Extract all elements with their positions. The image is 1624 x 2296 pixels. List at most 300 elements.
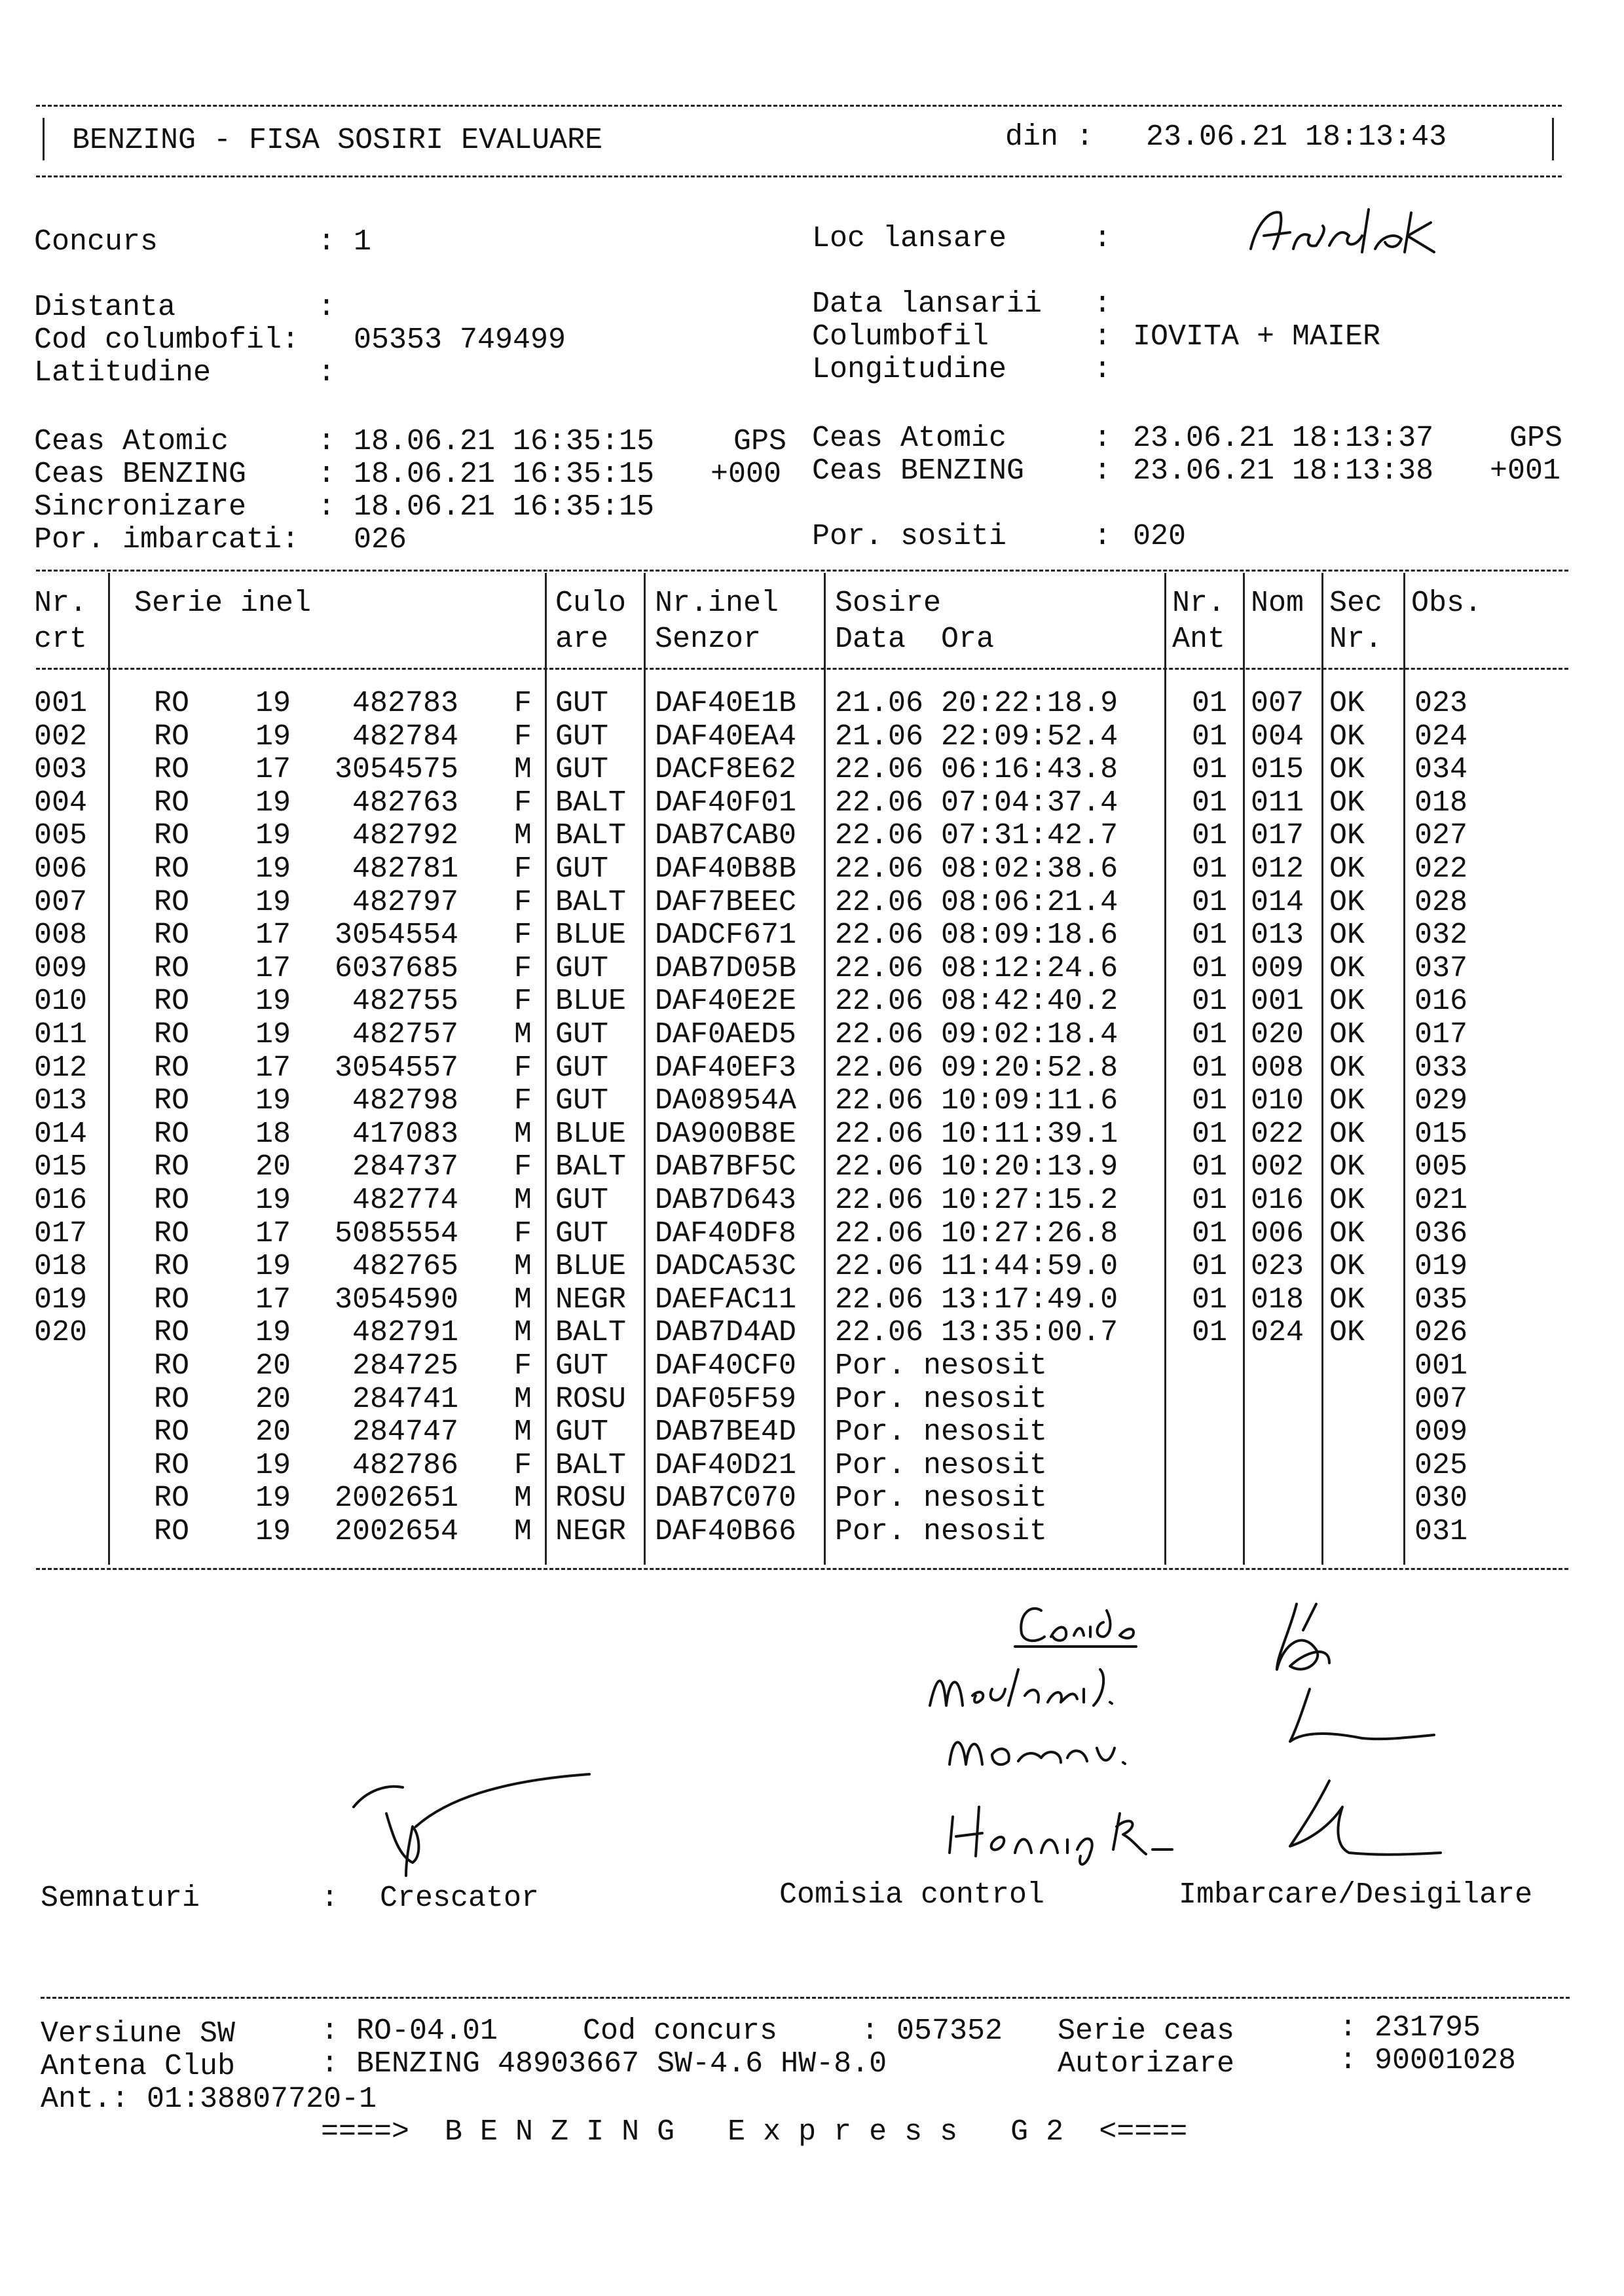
cell-nom: 016 [1251,1184,1304,1217]
cell-culoare: GUT [555,1415,609,1449]
cell-culoare: GUT [555,1184,609,1217]
cell-obs: 032 [1414,919,1468,953]
cell-sec: OK [1329,1018,1365,1051]
cell-nr: 011 [34,1018,88,1051]
cell-senzor: DAF40CF0 [655,1349,797,1383]
cell-ant: 01 [1192,919,1228,953]
cell-nom: 008 [1251,1051,1304,1085]
cell-culoare: NEGR [555,1283,627,1317]
cell-sec: OK [1329,1051,1365,1085]
concurs-label: Concurs [34,225,158,259]
cell-tara: RO [154,819,190,853]
loc-lansare-label: Loc lansare [812,222,1007,255]
header-serie-inel: Serie inel [134,587,312,620]
cell-sec: OK [1329,852,1365,886]
cell-ant: 01 [1192,951,1228,985]
cell-senzor: DAB7D643 [655,1184,797,1217]
cell-ant: 01 [1192,819,1228,853]
din-label: din : [1005,120,1094,154]
crescator-signature [341,1735,616,1886]
cell-sosire: 22.06 06:16:43.8 [835,753,1118,787]
cell-inel: 3054590 [334,1283,458,1317]
cell-senzor: DAF40EA4 [655,720,797,754]
cell-sec: OK [1329,1084,1365,1118]
cell-sosire: 21.06 22:09:52.4 [835,720,1118,754]
cell-sosire: 22.06 10:20:13.9 [835,1150,1118,1184]
cell-tara: RO [154,786,190,820]
header-senzor: Senzor [655,623,762,656]
cell-culoare: BALT [555,819,627,853]
versiune-value: : RO-04.01 [321,2014,498,2048]
cell-an: 19 [255,720,291,754]
latitudine-colon: : [318,356,336,390]
cell-inel: 482755 [352,985,458,1019]
cell-inel: 482791 [352,1316,458,1350]
cell-tara: RO [154,1018,190,1051]
comisia-control-label: Comisia control [779,1878,1045,1912]
cell-tara: RO [154,1117,190,1151]
cell-senzor: DAF40F01 [655,786,797,820]
cell-tara: RO [154,1349,190,1383]
col-divider [1164,573,1166,1565]
cell-sosire: 22.06 09:02:18.4 [835,1018,1118,1051]
cell-nom: 017 [1251,819,1304,853]
cell-culoare: BALT [555,1316,627,1350]
cell-nom: 018 [1251,1283,1304,1317]
cell-culoare: NEGR [555,1515,627,1548]
cell-sosire: 22.06 13:17:49.0 [835,1283,1118,1317]
cell-senzor: DA08954A [655,1084,797,1118]
cell-nr: 004 [34,786,88,820]
cell-tara: RO [154,885,190,919]
cell-sosire: 22.06 10:09:11.6 [835,1084,1118,1118]
cell-senzor: DADCA53C [655,1250,797,1284]
cell-sex: F [514,985,532,1019]
concurs-value: 1 [354,225,372,259]
cell-sosire: 22.06 08:09:18.6 [835,919,1118,953]
antena-club-value: : BENZING 48903667 SW-4.6 HW-8.0 [321,2047,887,2081]
crescator-label: Crescator [380,1882,540,1915]
cell-inel: 482774 [352,1184,458,1217]
cell-senzor: DAB7BF5C [655,1150,797,1184]
cell-nr: 007 [34,885,88,919]
cell-inel: 417083 [352,1117,458,1151]
col-divider [1403,573,1405,1565]
cell-sosire: 22.06 11:44:59.0 [835,1250,1118,1284]
antena-line: Ant.: 01:38807720-1 [41,2083,377,2116]
cell-inel: 5085554 [334,1216,458,1250]
cell-an: 19 [255,819,291,853]
table-top-border [36,570,1568,572]
cell-tara: RO [154,1448,190,1482]
cell-inel: 482763 [352,786,458,820]
cell-obs: 024 [1414,720,1468,754]
cell-sex: F [514,786,532,820]
ceas-atomic-right-colon: : [1094,422,1112,455]
cell-nom: 001 [1251,985,1304,1019]
cell-culoare: GUT [555,1216,609,1250]
cell-obs: 025 [1414,1448,1468,1482]
cell-ant: 01 [1192,1184,1228,1217]
cell-sosire: 22.06 08:12:24.6 [835,951,1118,985]
cell-senzor: DAF7BEEC [655,885,797,919]
cell-an: 19 [255,1482,291,1516]
cell-culoare: BLUE [555,1250,627,1284]
cell-sex: M [514,1415,532,1449]
cell-an: 19 [255,1018,291,1051]
cell-sec: OK [1329,1283,1365,1317]
header-crt: crt [34,623,88,656]
cell-sex: F [514,885,532,919]
columbofil-colon: : [1094,320,1112,354]
cell-ant: 01 [1192,753,1228,787]
ceas-atomic-colon: : [318,425,336,458]
cell-senzor: DAB7C070 [655,1482,797,1516]
cell-an: 18 [255,1117,291,1151]
cell-senzor: DAEFAC11 [655,1283,797,1317]
cell-sosire: 22.06 08:02:38.6 [835,852,1118,886]
sositi-label: Por. sositi [812,520,1007,553]
cell-inel: 482792 [352,819,458,853]
header-sosire: Sosire [835,587,942,620]
cell-sec: OK [1329,985,1365,1019]
cell-obs: 028 [1414,885,1468,919]
cell-sosire: Por. nesosit [835,1482,1048,1516]
cell-senzor: DAF40E2E [655,985,797,1019]
cell-an: 17 [255,919,291,953]
cell-nr: 002 [34,720,88,754]
cell-senzor: DAB7D4AD [655,1316,797,1350]
cell-tara: RO [154,1283,190,1317]
header-right-border [1552,118,1554,160]
cell-sosire: Por. nesosit [835,1415,1048,1449]
cell-sosire: 21.06 20:22:18.9 [835,687,1118,720]
cell-culoare: GUT [555,720,609,754]
cell-culoare: GUT [555,1084,609,1118]
cell-sec: OK [1329,1216,1365,1250]
cell-an: 17 [255,951,291,985]
cell-sosire: 22.06 10:27:15.2 [835,1184,1118,1217]
cell-obs: 018 [1414,786,1468,820]
cell-inel: 3054575 [334,753,458,787]
cell-obs: 033 [1414,1051,1468,1085]
cell-nr: 005 [34,819,88,853]
columbofil-label: Columbofil [812,320,989,354]
cell-sec: OK [1329,1250,1365,1284]
cell-an: 19 [255,1184,291,1217]
cell-ant: 01 [1192,1117,1228,1151]
cell-sec: OK [1329,919,1365,953]
cell-sex: F [514,1150,532,1184]
cell-sex: M [514,1018,532,1051]
longitudine-label: Longitudine [812,353,1007,386]
sositi-value: 020 [1133,520,1187,553]
cell-nr: 009 [34,951,88,985]
header-sec-nr: Nr. [1329,623,1383,656]
cell-nom: 015 [1251,753,1304,787]
cell-senzor: DAB7D05B [655,951,797,985]
cell-sec: OK [1329,786,1365,820]
concurs-colon: : [318,225,354,259]
cell-senzor: DAF40E1B [655,687,797,720]
cell-an: 19 [255,1250,291,1284]
distanta-label: Distanta [34,291,176,324]
cod-concurs-value: : 057352 [861,2014,1003,2048]
cell-nr: 010 [34,985,88,1019]
cell-inel: 482757 [352,1018,458,1051]
header-sec: Sec [1329,587,1383,620]
cell-senzor: DACF8E62 [655,753,797,787]
cell-culoare: GUT [555,687,609,720]
data-lansarii-colon: : [1094,287,1112,321]
cell-inel: 482765 [352,1250,458,1284]
cell-an: 20 [255,1349,291,1383]
header-nr-ant: Nr. [1172,587,1226,620]
cell-senzor: DAB7CAB0 [655,819,797,853]
header-bottom-border [36,175,1562,177]
cell-inel: 284741 [352,1382,458,1416]
header-nr: Nr. [34,587,88,620]
cell-nom: 011 [1251,786,1304,820]
ceas-benzing-left-suffix: +000 [710,458,782,491]
cell-obs: 036 [1414,1216,1468,1250]
cell-sosire: 22.06 08:06:21.4 [835,885,1118,919]
cell-an: 19 [255,786,291,820]
cell-nom: 009 [1251,951,1304,985]
cell-ant: 01 [1192,885,1228,919]
cell-obs: 019 [1414,1250,1468,1284]
cell-senzor: DAF40DF8 [655,1216,797,1250]
cell-ant: 01 [1192,1250,1228,1284]
cell-nom: 014 [1251,885,1304,919]
cell-inel: 482784 [352,720,458,754]
header-culo: Culo [555,587,627,620]
cell-an: 17 [255,1216,291,1250]
din-value: 23.06.21 18:13:43 [1146,120,1447,154]
cell-sex: F [514,1349,532,1383]
cell-nr: 020 [34,1316,88,1350]
footer-divider [41,1997,1570,1999]
cell-sex: M [514,1382,532,1416]
cell-sec: OK [1329,720,1365,754]
cell-senzor: DAF40D21 [655,1448,797,1482]
cell-nr: 013 [34,1084,88,1118]
cell-nom: 020 [1251,1018,1304,1051]
cell-inel: 482798 [352,1084,458,1118]
sincronizare-value: 18.06.21 16:35:15 [354,490,655,524]
cell-sec: OK [1329,1150,1365,1184]
cell-nr: 003 [34,753,88,787]
cell-ant: 01 [1192,852,1228,886]
cell-sec: OK [1329,885,1365,919]
serie-ceas-value: : 231795 [1339,2011,1481,2045]
cell-tara: RO [154,1250,190,1284]
cell-sosire: 22.06 09:20:52.8 [835,1051,1118,1085]
cell-sosire: Por. nesosit [835,1349,1048,1383]
cell-nom: 023 [1251,1250,1304,1284]
cell-obs: 026 [1414,1316,1468,1350]
cell-tara: RO [154,1184,190,1217]
col-divider [644,573,646,1565]
loc-lansare-handwritten [1244,196,1441,268]
cell-nr: 012 [34,1051,88,1085]
cell-tara: RO [154,1515,190,1548]
cell-tara: RO [154,1316,190,1350]
cell-nr: 016 [34,1184,88,1217]
cell-ant: 01 [1192,687,1228,720]
col-divider [824,573,826,1565]
cell-culoare: GUT [555,1018,609,1051]
col-divider [1321,573,1323,1565]
autorizare-label: Autorizare [1058,2047,1235,2081]
cell-nr: 006 [34,852,88,886]
cell-nr: 001 [34,687,88,720]
columbofil-value: IOVITA + MAIER [1133,320,1381,354]
col-divider [108,573,110,1565]
cell-sex: F [514,1216,532,1250]
cell-sec: OK [1329,1316,1365,1350]
cell-sosire: Por. nesosit [835,1515,1048,1548]
cell-obs: 007 [1414,1382,1468,1416]
cell-nr: 018 [34,1250,88,1284]
cell-inel: 284725 [352,1349,458,1383]
cell-ant: 01 [1192,720,1228,754]
cell-tara: RO [154,1216,190,1250]
cell-senzor: DAF05F59 [655,1382,797,1416]
cell-tara: RO [154,1051,190,1085]
cell-nr: 017 [34,1216,88,1250]
cell-inel: 2002654 [334,1515,458,1548]
serie-ceas-label: Serie ceas [1058,2014,1235,2048]
cell-obs: 022 [1414,852,1468,886]
sincronizare-colon: : [318,490,336,524]
cell-obs: 030 [1414,1482,1468,1516]
cell-inel: 284737 [352,1150,458,1184]
cell-ant: 01 [1192,1216,1228,1250]
cell-sex: F [514,687,532,720]
cell-obs: 037 [1414,951,1468,985]
versiune-label: Versiune SW [41,2017,236,2050]
cell-inel: 284747 [352,1415,458,1449]
cell-an: 19 [255,985,291,1019]
cell-nr: 014 [34,1117,88,1151]
commission-signatures [910,1591,1447,1886]
cell-sec: OK [1329,1184,1365,1217]
ceas-benzing-colon: : [318,458,336,491]
cell-tara: RO [154,753,190,787]
cell-sec: OK [1329,687,1365,720]
cell-culoare: BLUE [555,985,627,1019]
cell-obs: 005 [1414,1150,1468,1184]
cell-sex: M [514,1184,532,1217]
cell-sosire: Por. nesosit [835,1382,1048,1416]
cell-sex: F [514,951,532,985]
header-ant: Ant [1172,623,1226,656]
cell-sex: F [514,1051,532,1085]
cell-obs: 015 [1414,1117,1468,1151]
cell-sec: OK [1329,951,1365,985]
cell-tara: RO [154,919,190,953]
cell-nom: 002 [1251,1150,1304,1184]
data-lansarii-label: Data lansarii [812,287,1043,321]
ceas-benzing-label-right: Ceas BENZING [812,454,1025,488]
table-header-divider [36,668,1568,670]
cod-columbofil-label: Cod columbofil: [34,323,300,357]
cell-senzor: DAB7BE4D [655,1415,797,1449]
cell-sex: M [514,1316,532,1350]
cell-nom: 004 [1251,720,1304,754]
cell-ant: 01 [1192,1051,1228,1085]
cell-sosire: 22.06 10:11:39.1 [835,1117,1118,1151]
semnaturi-label: Semnaturi [41,1882,200,1915]
cell-inel: 482781 [352,852,458,886]
header-are: are [555,623,609,656]
cell-tara: RO [154,951,190,985]
cell-ant: 01 [1192,1018,1228,1051]
cell-ant: 01 [1192,1084,1228,1118]
antena-club-label: Antena Club [41,2050,236,2083]
cell-obs: 017 [1414,1018,1468,1051]
cell-obs: 034 [1414,753,1468,787]
cell-an: 19 [255,852,291,886]
cell-obs: 027 [1414,819,1468,853]
cell-culoare: GUT [555,753,609,787]
cell-culoare: GUT [555,951,609,985]
cell-an: 19 [255,885,291,919]
cell-obs: 031 [1414,1515,1468,1548]
cell-sex: M [514,1283,532,1317]
col-divider [1243,573,1245,1565]
cell-culoare: BALT [555,1448,627,1482]
cell-an: 20 [255,1415,291,1449]
cell-inel: 482783 [352,687,458,720]
header-obs: Obs. [1411,587,1483,620]
cell-senzor: DAF0AED5 [655,1018,797,1051]
cell-senzor: DAF40B8B [655,852,797,886]
cell-an: 19 [255,1316,291,1350]
semnaturi-colon: : [321,1882,339,1915]
document-title: BENZING - FISA SOSIRI EVALUARE [72,124,603,157]
cell-nom: 022 [1251,1117,1304,1151]
cell-culoare: BLUE [555,1117,627,1151]
cell-tara: RO [154,1415,190,1449]
imbarcati-value: 026 [354,523,407,556]
cell-culoare: ROSU [555,1382,627,1416]
longitudine-colon: : [1094,353,1112,386]
loc-lansare-colon: : [1094,222,1112,255]
cell-culoare: BALT [555,885,627,919]
cell-sosire: 22.06 08:42:40.2 [835,985,1118,1019]
distanta-colon: : [318,291,336,324]
cell-an: 19 [255,687,291,720]
ceas-atomic-label-right: Ceas Atomic [812,422,1007,455]
cell-sex: F [514,1448,532,1482]
ceas-benzing-left: 18.06.21 16:35:15 [354,458,655,491]
cell-nom: 006 [1251,1216,1304,1250]
benzing-express-banner: ====> B E N Z I N G E x p r e s s G 2 <==== [321,2115,1188,2149]
ceas-atomic-left: 18.06.21 16:35:15 [354,425,655,458]
cell-sex: M [514,1250,532,1284]
cell-tara: RO [154,1150,190,1184]
cell-an: 17 [255,1051,291,1085]
cell-nom: 010 [1251,1084,1304,1118]
cell-sex: M [514,819,532,853]
cod-concurs-label: Cod concurs [583,2014,778,2048]
sincronizare-label: Sincronizare [34,490,247,524]
cell-an: 19 [255,1448,291,1482]
cell-an: 19 [255,1084,291,1118]
cell-nr: 008 [34,919,88,953]
